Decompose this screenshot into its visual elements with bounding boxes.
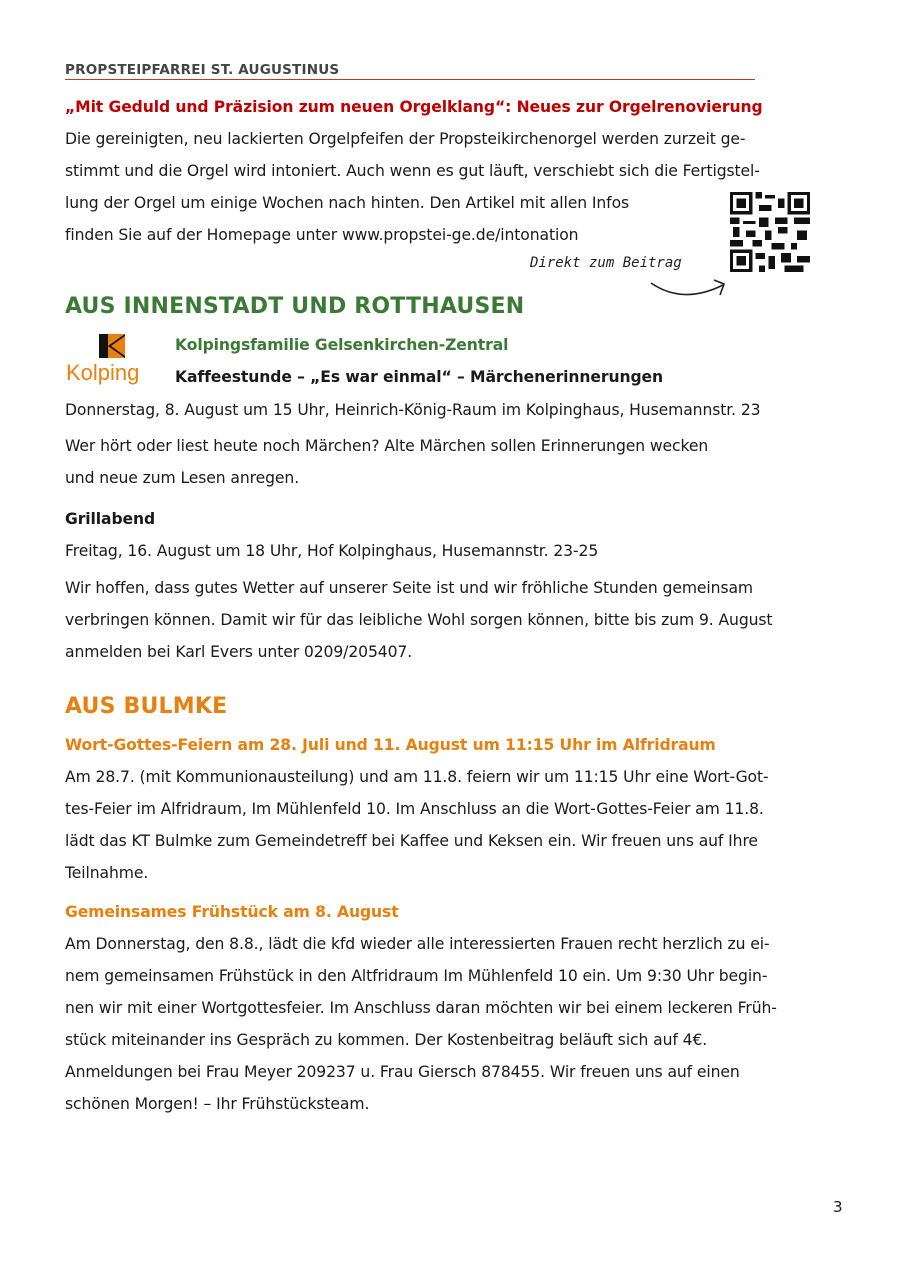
text-line: stück miteinander ins Gespräch zu kommen. Der Kostenbeitrag beläuft sich auf 4€. [65,1031,708,1049]
page-number: 3 [833,1198,843,1216]
article-title: Gemeinsames Frühstück am 8. August [65,903,399,921]
orgel-title: „Mit Geduld und Präzision zum neuen Orgelklang“: Neues zur Orgelrenovierung [65,98,763,116]
text-line: verbringen können. Damit wir für das leibliche Wohl sorgen können, bitte bis zum 9. August [65,611,773,629]
event-when: Freitag, 16. August um 18 Uhr, Hof Kolpinghaus, Husemannstr. 23-25 [65,542,599,560]
text-line: Teilnahme. [65,864,149,882]
section-heading-innenstadt: AUS INNENSTADT UND ROTTHAUSEN [65,294,525,319]
header-rule [65,79,755,80]
text-line: finden Sie auf der Homepage unter www.propstei-ge.de/intonation [65,226,579,244]
text-line: und neue zum Lesen anregen. [65,469,300,487]
kolping-logo-icon [99,334,125,358]
text-line: Die gereinigten, neu lackierten Orgelpfeifen der Propsteikirchenorgel werden zurzeit ge- [65,130,746,148]
kolping-logo-text: Kolping [66,360,140,385]
text-line: nen wir mit einer Wortgottesfeier. Im Anschluss daran möchten wir bei einem leckeren Früh- [65,999,777,1017]
text-line: schönen Morgen! – Ihr Frühstücksteam. [65,1095,370,1113]
article-title: Wort-Gottes-Feiern am 28. Juli und 11. August um 11:15 Uhr im Alfridraum [65,736,716,754]
text-line: lädt das KT Bulmke zum Gemeindetreff bei Kaffee und Keksen ein. Wir freuen uns auf Ihre [65,832,758,850]
text-line: lung der Orgel um einige Wochen nach hinten. Den Artikel mit allen Infos [65,194,630,212]
text-line: nem gemeinsamen Frühstück in den Altfridraum Im Mühlenfeld 10 ein. Um 9:30 Uhr begin- [65,967,768,985]
qr-caption: Direkt zum Beitrag [530,255,682,271]
text-line: Am 28.7. (mit Kommunionausteilung) und am 11.8. feiern wir um 11:15 Uhr eine Wort-Got- [65,768,769,786]
text-line: tes-Feier im Alfridraum, Im Mühlenfeld 10. Im Anschluss an die Wort-Gottes-Feier am 11.8. [65,800,764,818]
arrow-icon [648,275,730,303]
section-heading-bulmke: AUS BULMKE [65,694,228,719]
text-line: anmelden bei Karl Evers unter 0209/205407. [65,643,413,661]
text-line: Wer hört oder liest heute noch Märchen? Alte Märchen sollen Erinnerungen wecken [65,437,709,455]
running-header: PROPSTEIPFARREI ST. AUGUSTINUS [65,62,340,78]
text-line: stimmt und die Orgel wird intoniert. Auch wenn es gut läuft, verschiebt sich die Fertigstel- [65,162,760,180]
text-line: Anmeldungen bei Frau Meyer 209237 u. Frau Giersch 878455. Wir freuen uns auf einen [65,1063,740,1081]
text-line: Wir hoffen, dass gutes Wetter auf unserer Seite ist und wir fröhliche Stunden gemeinsam [65,579,754,597]
orgel-article [65,91,763,251]
org-name: Kolpingsfamilie Gelsenkirchen-Zentral [175,336,509,354]
text-line: Am Donnerstag, den 8.8., lädt die kfd wieder alle interessierten Frauen recht herzlich zu ei- [65,935,770,953]
qr-code[interactable] [730,192,810,272]
event-title: Grillabend [65,510,156,528]
event-title: Kaffeestunde – „Es war einmal“ – Märchenerinnerungen [175,368,664,386]
event-when: Donnerstag, 8. August um 15 Uhr, Heinrich-König-Raum im Kolpinghaus, Husemannstr. 23 [65,401,761,419]
